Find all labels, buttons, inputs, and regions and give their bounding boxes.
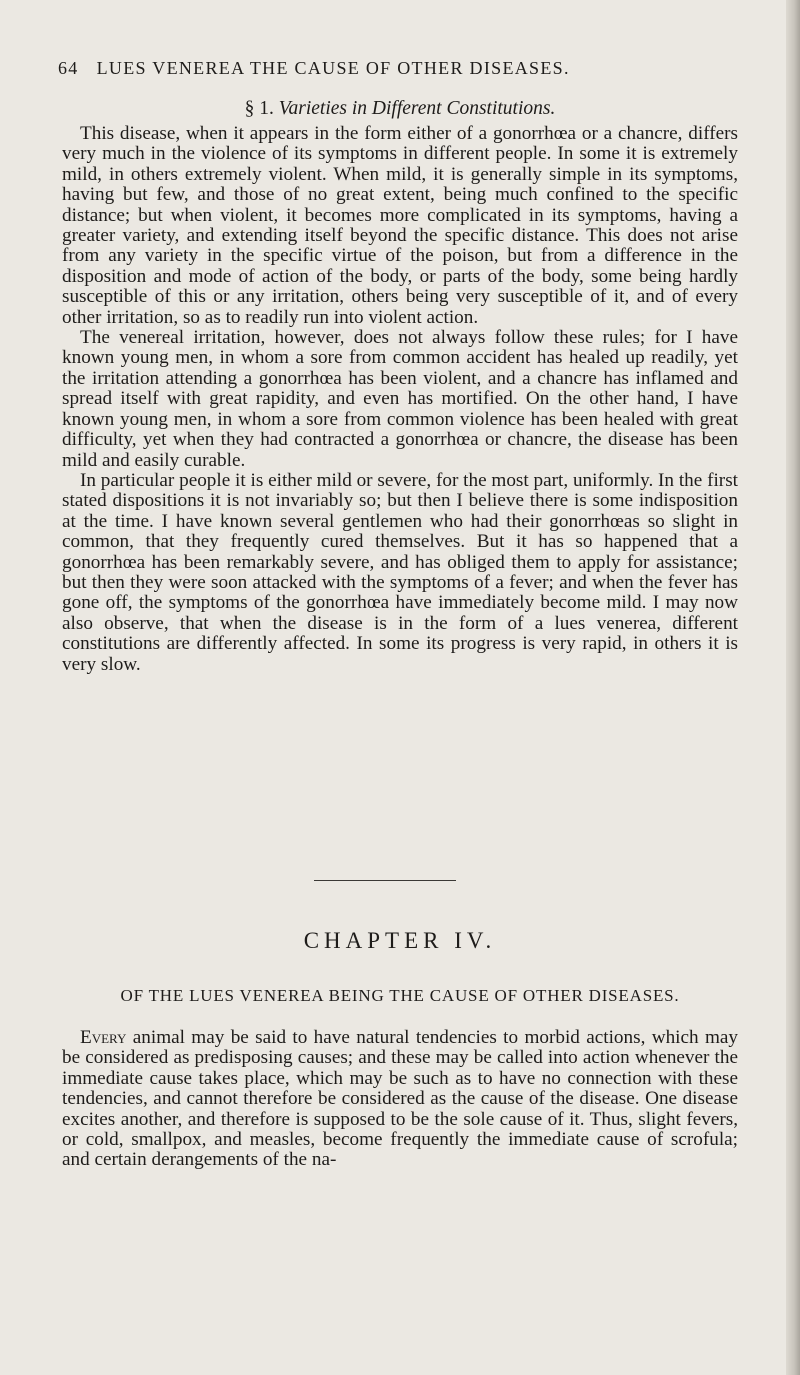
paragraph-text: animal may be said to have natural tendencies to morbid actions, which may be considered as predisposing causes; and these may be called into action whenever the immediate cause takes place, which may be such as to have no connection with these tendencies, and cannot therefore be considered as the cause of the disease. One disease excites another, and therefore is supposed to be the sole cause of it. Thus, slight fevers, or cold, smallpox, and measles, become frequently the immediate cause of scrofula; and certain derangements of the na- [62, 1027, 738, 1171]
section-heading [0, 98, 800, 120]
chapter-heading: CHAPTER IV. [303, 928, 497, 953]
page-edge [786, 0, 800, 1375]
section-body [62, 124, 738, 675]
paragraph [62, 1028, 738, 1171]
paragraph: This disease, when it appears in the form either of a gonorrhœa or a chancre, differs very much in the violence of its symptoms in different people. In some it is extremely mild, in others extremely violent. When mild, it is generally simple in its symptoms, having but few, and those of no great extent, being much confined to the specific distance; but when violent, it becomes more complicated in its symptoms, having a greater variety, and extending itself beyond the specific distance. This does not arise from any variety in the specific virtue of the poison, but from a difference in the disposition and mode of action of the body, or parts of the body, some being hardly susceptible of this or any irritation, others being very susceptible of it, and of every other irritation, so as to readily run into violent action. [62, 123, 738, 328]
lead-word: Every [80, 1027, 127, 1048]
divider [314, 880, 456, 881]
page-number: 64 [58, 58, 79, 78]
running-header [58, 58, 734, 79]
paragraph: The venereal irritation, however, does not always follow these rules; for I have known young men, in whom a sore from common accident has healed up readily, yet the irritation attending a gonorrhœa has been violent, and a chancre has inflamed and spread itself with great rapidity, and even has mortified. On the other hand, I have known young men, in whom a sore from common violence has been healed with great difficulty, yet when they had contracted a gonorrhœa or chancre, the disease has been mild and easily curable. [62, 327, 738, 471]
paragraph: In particular people it is either mild or severe, for the most part, uniformly. In the first stated dispositions it is not invariably so; but then I believe there is some indisposition at the time. I have known several gentlemen who had their gonorrhœas so slight in common, that they frequently cured themselves. But it has so happened that a gonorrhœa has been remarkably severe, and has obliged them to apply for assistance; but then they were soon attacked with the symptoms of a fever; and when the fever has gone off, the symptoms of the gonorrhœa have immediately become mild. I may now also observe, that when the disease is in the form of a lues venerea, different constitutions are differently affected. In some its progress is very rapid, in others it is very slow. [62, 469, 738, 675]
chapter-body [62, 1028, 738, 1171]
section-number: § 1. [244, 98, 274, 119]
chapter-subtitle: OF THE LUES VENEREA BEING THE CAUSE OF OTHER DISEASES. [120, 986, 680, 1005]
running-title: LUES VENEREA THE CAUSE OF OTHER DISEASES. [96, 58, 570, 78]
section-title: Varieties in Different Constitutions. [278, 98, 556, 119]
